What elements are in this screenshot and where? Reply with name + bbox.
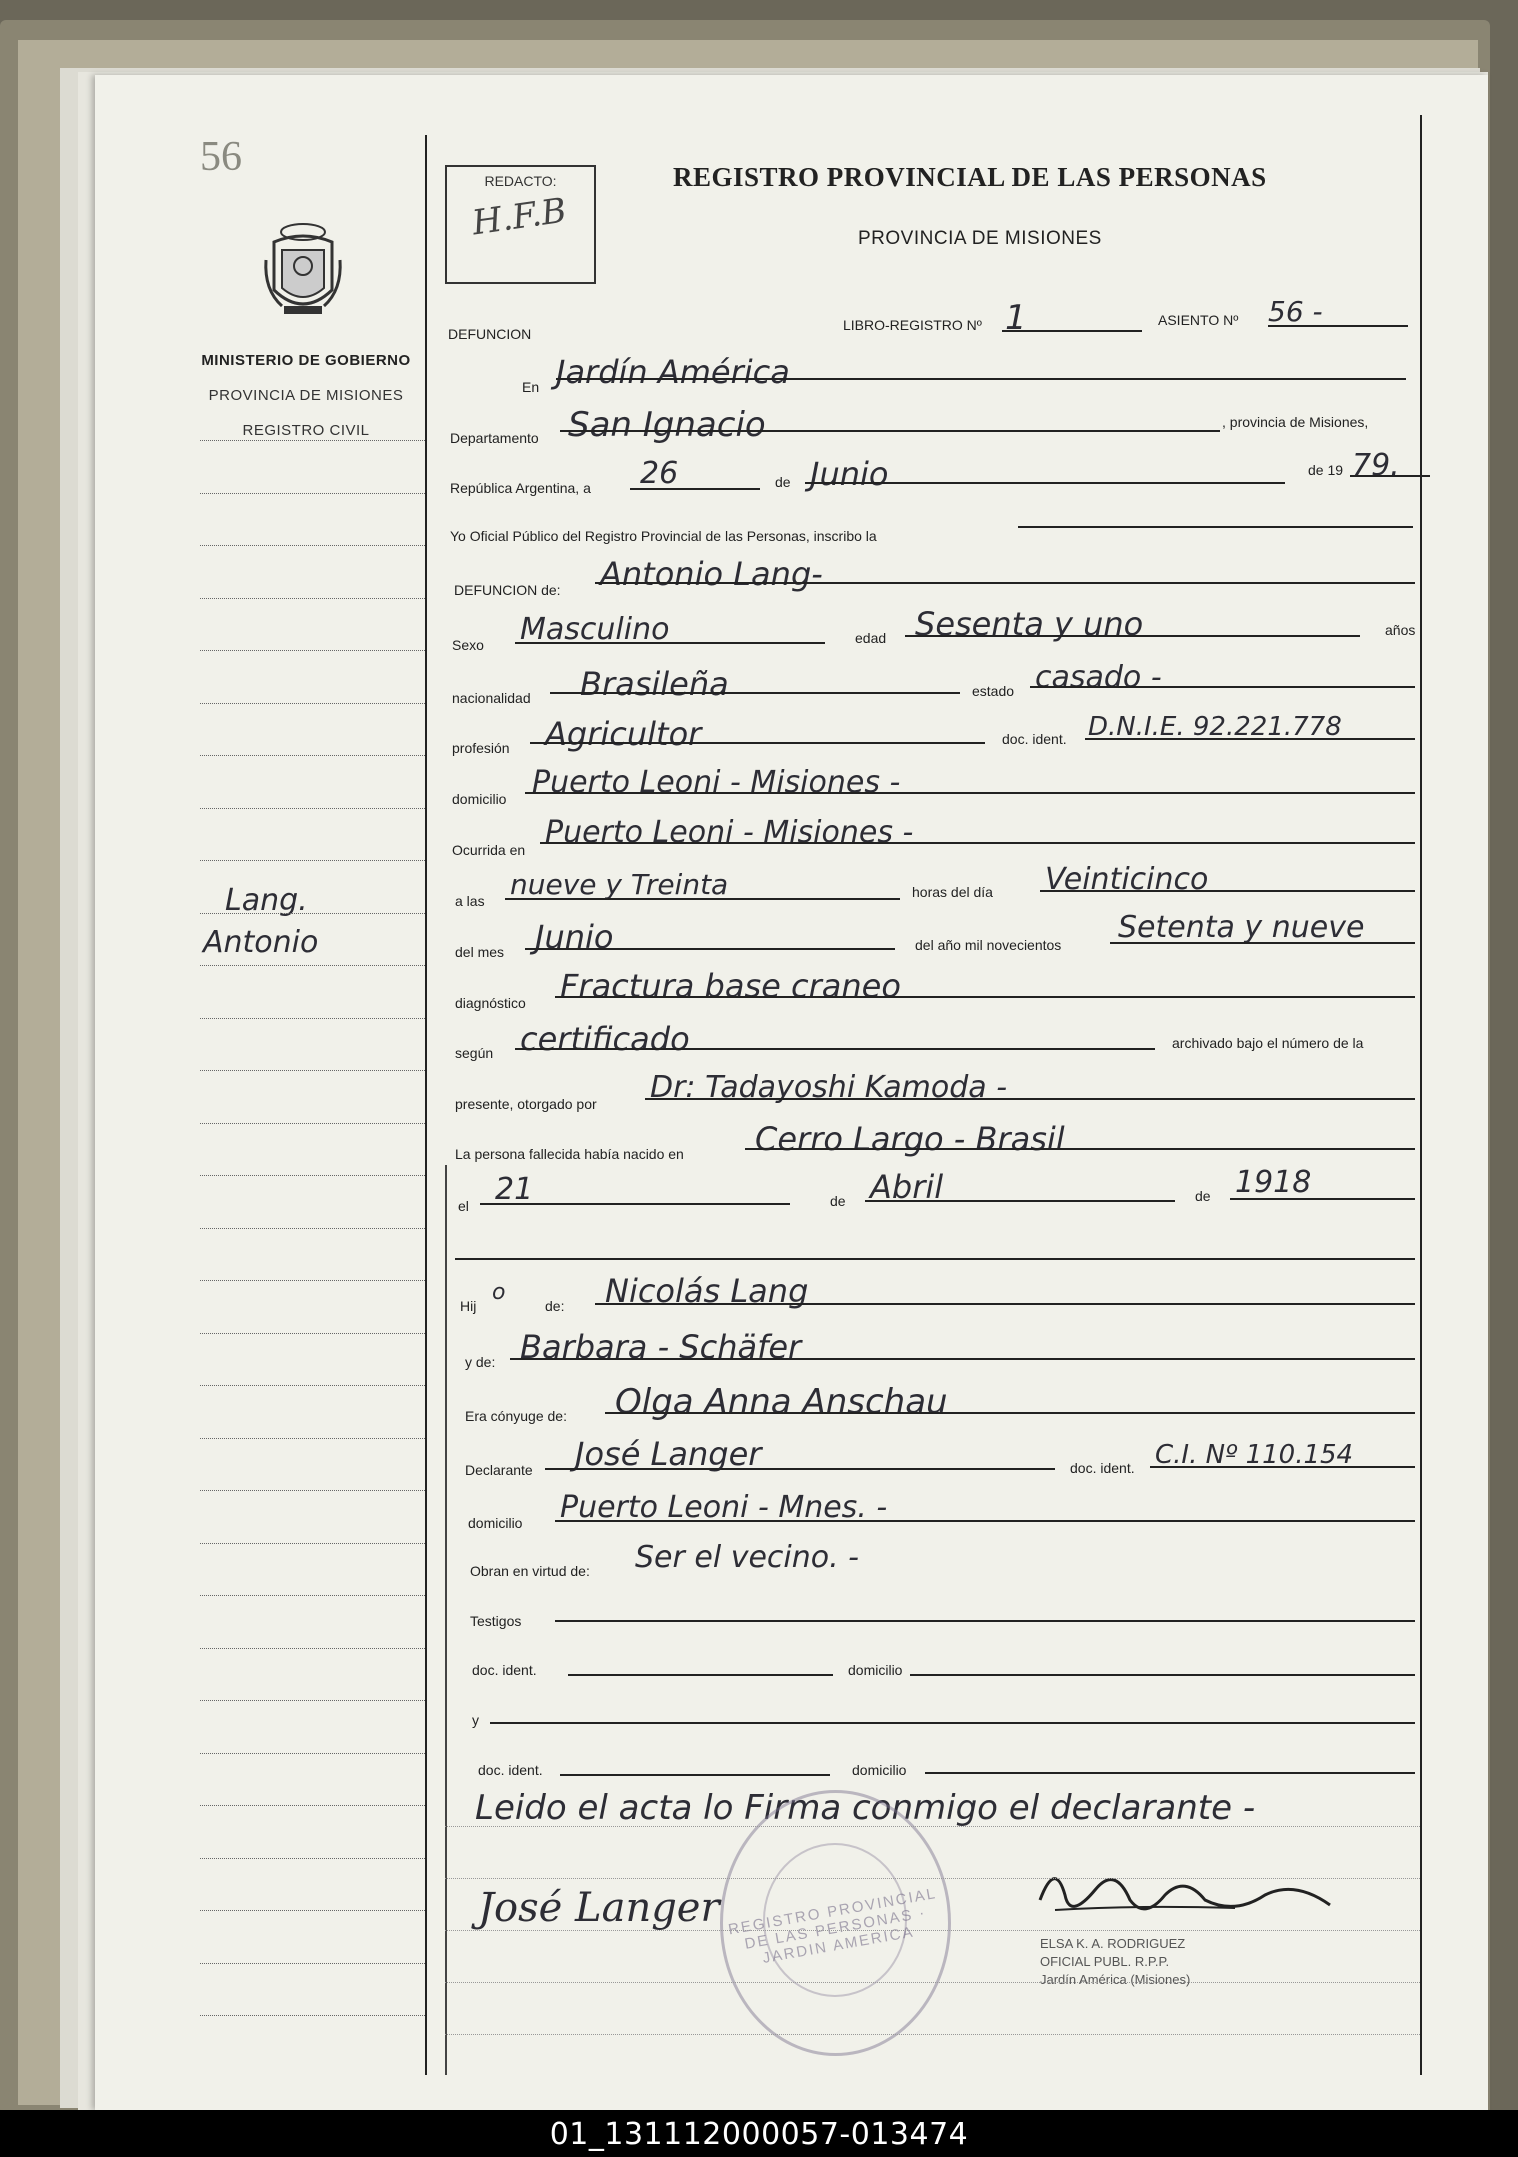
line-horas-dia	[1040, 890, 1415, 892]
label-anos: años	[1385, 622, 1416, 638]
closing-text: Leido el acta lo Firma conmigo el declarante -	[475, 1788, 1256, 1828]
line-conyuge	[605, 1412, 1415, 1414]
line-nacionalidad	[550, 692, 960, 694]
margin-rule-line	[200, 755, 425, 756]
line-diagnostico	[555, 996, 1415, 998]
label-ocurrida-en: Ocurrida en	[452, 842, 526, 858]
line-y-de	[510, 1358, 1415, 1360]
libro-line	[1002, 330, 1142, 332]
value-nac-ano: 1918	[1235, 1165, 1312, 1200]
value-del-ano: Setenta y nueve	[1118, 910, 1365, 945]
value-en: Jardín América	[556, 353, 790, 391]
line-mes	[805, 482, 1285, 484]
official-stamp	[720, 1790, 951, 2056]
margin-rule-line	[200, 1438, 425, 1439]
value-conyuge: Olga Anna Anschau	[615, 1382, 948, 1422]
margin-rule-line	[200, 598, 425, 599]
label-y-de: y de:	[465, 1354, 496, 1370]
label-testigo1-domicilio: domicilio	[848, 1662, 903, 1678]
footer-code: 01_131112000057-013474	[549, 2117, 969, 2152]
label-del-ano: del año mil novecientos	[915, 937, 1062, 953]
value-mes: Junio	[810, 455, 889, 493]
stamp-text: REGISTRO PROVINCIAL DE LAS PERSONAS · JARDIN AMERICA	[726, 1885, 939, 1967]
line-testigo2-domicilio	[925, 1772, 1415, 1774]
value-nac-mes: Abril	[870, 1168, 944, 1206]
label-declarante: Declarante	[465, 1462, 533, 1478]
label-hij-de: de:	[545, 1298, 565, 1314]
line-testigo2-doc	[560, 1774, 830, 1776]
margin-rule-line	[200, 860, 425, 861]
value-obran: Ser el vecino. -	[635, 1540, 860, 1575]
line-nac-dia	[480, 1203, 790, 1205]
label-republica: República Argentina, a	[450, 480, 591, 496]
margin-rule-line	[200, 1700, 425, 1701]
ministry-block	[195, 343, 417, 448]
margin-rule-line	[200, 1963, 425, 1964]
label-el: el	[458, 1198, 469, 1214]
line-a-las	[505, 898, 900, 900]
label-de-19: de 19	[1308, 462, 1344, 478]
line-ano	[1350, 475, 1430, 477]
value-sexo: Masculino	[520, 612, 670, 647]
label-testigos: Testigos	[470, 1613, 522, 1629]
line-nacido-en	[745, 1148, 1415, 1150]
footer-bar	[0, 2110, 1518, 2157]
value-ocurrida-en: Puerto Leoni - Misiones -	[545, 815, 914, 850]
label-defuncion-de: DEFUNCION de:	[454, 582, 561, 598]
value-dia: 26	[640, 456, 679, 491]
value-nacionalidad: Brasileña	[580, 665, 729, 703]
line-hij-de	[595, 1303, 1415, 1305]
value-nac-dia: 21	[495, 1172, 534, 1207]
line-blank	[455, 1258, 1415, 1260]
value-a-las: nueve y Treinta	[510, 868, 729, 901]
official-name: ELSA K. A. RODRIGUEZ	[1040, 1936, 1186, 1951]
ministry-province: PROVINCIA DE MISIONES	[208, 387, 404, 404]
label-nac-de-ano: de	[1195, 1188, 1211, 1204]
label-testigo2-domicilio: domicilio	[852, 1762, 907, 1778]
value-hij-suffix: o	[492, 1280, 506, 1305]
margin-rule-line	[200, 1228, 425, 1229]
margin-rule-line	[200, 1070, 425, 1071]
value-estado: casado -	[1035, 660, 1162, 695]
label-nacionalidad: nacionalidad	[452, 690, 531, 706]
value-edad: Sesenta y uno	[915, 605, 1144, 643]
redacto-label: REDACTO:	[484, 173, 557, 189]
value-segun: certificado	[520, 1020, 690, 1058]
label-testigo1-doc: doc. ident.	[472, 1662, 537, 1678]
value-domicilio: Puerto Leoni - Misiones -	[532, 765, 901, 800]
label-nacido-en: La persona fallecida había nacido en	[455, 1146, 684, 1162]
label-horas-dia: horas del día	[912, 884, 993, 900]
label-archivado: archivado bajo el número de la	[1172, 1035, 1364, 1051]
label-de-mes: de	[775, 474, 791, 490]
margin-rule-line	[200, 493, 425, 494]
margin-rule-line	[200, 2015, 425, 2016]
official-signature	[1035, 1860, 1335, 1930]
declarante-signature: José Langer	[478, 1885, 720, 1931]
line-declarante	[545, 1468, 1055, 1470]
label-testigo2-doc: doc. ident.	[478, 1762, 543, 1778]
line-domicilio	[525, 792, 1415, 794]
line-edad	[905, 635, 1360, 637]
margin-rule-line	[200, 1280, 425, 1281]
body-rule-line	[445, 2034, 1420, 2035]
margin-rule-line	[200, 1595, 425, 1596]
label-declarante-domicilio: domicilio	[468, 1515, 523, 1531]
label-provincia: , provincia de Misiones,	[1222, 414, 1369, 430]
margin-rule-line	[200, 545, 425, 546]
registry-title: REGISTRO PROVINCIAL DE LAS PERSONAS	[673, 162, 1267, 192]
margin-rule-line	[200, 1123, 425, 1124]
body-rule-line	[445, 1982, 1420, 1983]
line-del-mes	[525, 948, 895, 950]
value-declarante-doc: C.I. Nº 110.154	[1155, 1440, 1354, 1470]
label-nac-de-mes: de	[830, 1193, 846, 1209]
value-doc-ident: D.N.I.E. 92.221.778	[1088, 712, 1342, 742]
line-nac-ano	[1230, 1198, 1415, 1200]
label-obran: Obran en virtud de:	[470, 1563, 590, 1579]
label-y: y	[472, 1712, 479, 1728]
line-doc-ident	[1085, 738, 1415, 740]
margin-rule-line	[200, 650, 425, 651]
line-declarante-domicilio	[555, 1520, 1415, 1522]
official-place: Jardín América (Misiones)	[1040, 1972, 1191, 1987]
margin-rule-line	[200, 440, 425, 441]
margin-note-name: Antonio	[203, 925, 319, 960]
margin-rule-line	[200, 1175, 425, 1176]
act-type: DEFUNCION	[448, 326, 532, 342]
redacto-initials: H.F.B	[469, 190, 569, 244]
label-yo-oficial: Yo Oficial Público del Registro Provincial de las Personas, inscribo la	[450, 528, 877, 544]
margin-rule-line	[200, 1543, 425, 1544]
line-defuncion-de	[595, 582, 1415, 584]
line-testigos	[555, 1620, 1415, 1622]
official-title: OFICIAL PUBL. R.P.P.	[1040, 1954, 1170, 1969]
line-estado	[1030, 686, 1415, 688]
label-a-las: a las	[455, 893, 485, 909]
label-del-mes: del mes	[455, 944, 505, 960]
margin-rule-line	[200, 1490, 425, 1491]
value-del-mes: Junio	[535, 918, 614, 956]
value-profesion: Agricultor	[545, 715, 702, 753]
page-number: 56	[200, 134, 242, 180]
asiento-line	[1268, 325, 1408, 327]
label-edad: edad	[855, 630, 887, 646]
line-testigo1-doc	[568, 1674, 833, 1676]
body-rule-line	[445, 1878, 1420, 1879]
label-profesion: profesión	[452, 740, 510, 756]
margin-rule-line	[200, 1333, 425, 1334]
asiento-value: 56 -	[1268, 295, 1323, 328]
value-departamento: San Ignacio	[568, 405, 766, 445]
body-rule-line	[445, 1930, 1420, 1931]
line-en	[556, 378, 1406, 380]
margin-rule-line	[200, 913, 425, 914]
registry-subtitle: PROVINCIA DE MISIONES	[858, 228, 1102, 249]
margin-rule-line	[200, 1385, 425, 1386]
libro-label: LIBRO-REGISTRO Nº	[843, 317, 982, 333]
label-diagnostico: diagnóstico	[455, 995, 526, 1011]
value-declarante-domicilio: Puerto Leoni - Mnes. -	[560, 1490, 888, 1525]
margin-rule-line	[200, 1858, 425, 1859]
label-doc-ident: doc. ident.	[1002, 731, 1067, 747]
margin-rule-line	[200, 1910, 425, 1911]
value-defuncion-de: Antonio Lang-	[600, 555, 823, 593]
line-yo-oficial	[1018, 526, 1413, 528]
margin-rule-line	[200, 1753, 425, 1754]
value-hij-de: Nicolás Lang	[605, 1272, 809, 1310]
label-hij: Hij	[460, 1298, 477, 1314]
line-departamento	[560, 430, 1220, 432]
label-departamento: Departamento	[450, 430, 539, 446]
label-domicilio: domicilio	[452, 791, 507, 807]
line-dia	[630, 488, 760, 490]
line-segun	[515, 1048, 1155, 1050]
redacto-box	[445, 165, 596, 284]
margin-rule-line	[200, 703, 425, 704]
coat-of-arms-icon	[262, 220, 344, 320]
line-testigo1-domicilio	[910, 1674, 1415, 1676]
body-rule-line	[445, 1826, 1420, 1827]
label-sexo: Sexo	[452, 637, 484, 653]
margin-rule-line	[200, 808, 425, 809]
label-declarante-doc: doc. ident.	[1070, 1460, 1135, 1476]
value-y-de: Barbara - Schäfer	[520, 1328, 802, 1366]
official-name-block	[1040, 1935, 1320, 1989]
value-nacido-en: Cerro Largo - Brasil	[755, 1120, 1065, 1158]
label-presente: presente, otorgado por	[455, 1096, 597, 1112]
line-sexo	[515, 642, 825, 644]
margin-rule-line	[200, 965, 425, 966]
margin-rule-line	[200, 1805, 425, 1806]
libro-value: 1	[1005, 298, 1027, 338]
line-presente	[645, 1098, 1415, 1100]
line-nac-mes	[865, 1200, 1175, 1202]
asiento-label: ASIENTO Nº	[1158, 312, 1239, 328]
value-presente: Dr: Tadayoshi Kamoda -	[650, 1070, 1008, 1105]
line-y	[490, 1722, 1415, 1724]
margin-rule	[425, 135, 427, 2075]
margin-rule-line	[200, 1018, 425, 1019]
value-declarante: José Langer	[575, 1435, 762, 1473]
ministry-name: MINISTERIO DE GOBIERNO	[201, 352, 411, 369]
margin-note-surname: Lang.	[225, 883, 308, 918]
value-ano: 79.	[1352, 448, 1400, 483]
margin-rule-line	[200, 1648, 425, 1649]
ministry-office: REGISTRO CIVIL	[242, 422, 370, 439]
line-ocurrida-en	[540, 842, 1415, 844]
line-del-ano	[1110, 942, 1415, 944]
value-horas-dia: Veinticinco	[1045, 862, 1209, 897]
line-profesion	[530, 742, 985, 744]
label-segun: según	[455, 1045, 494, 1061]
label-estado: estado	[972, 683, 1015, 699]
label-conyuge: Era cónyuge de:	[465, 1408, 567, 1424]
value-diagnostico: Fractura base craneo	[560, 967, 901, 1005]
label-en: En	[522, 379, 540, 395]
line-declarante-doc	[1150, 1466, 1415, 1468]
